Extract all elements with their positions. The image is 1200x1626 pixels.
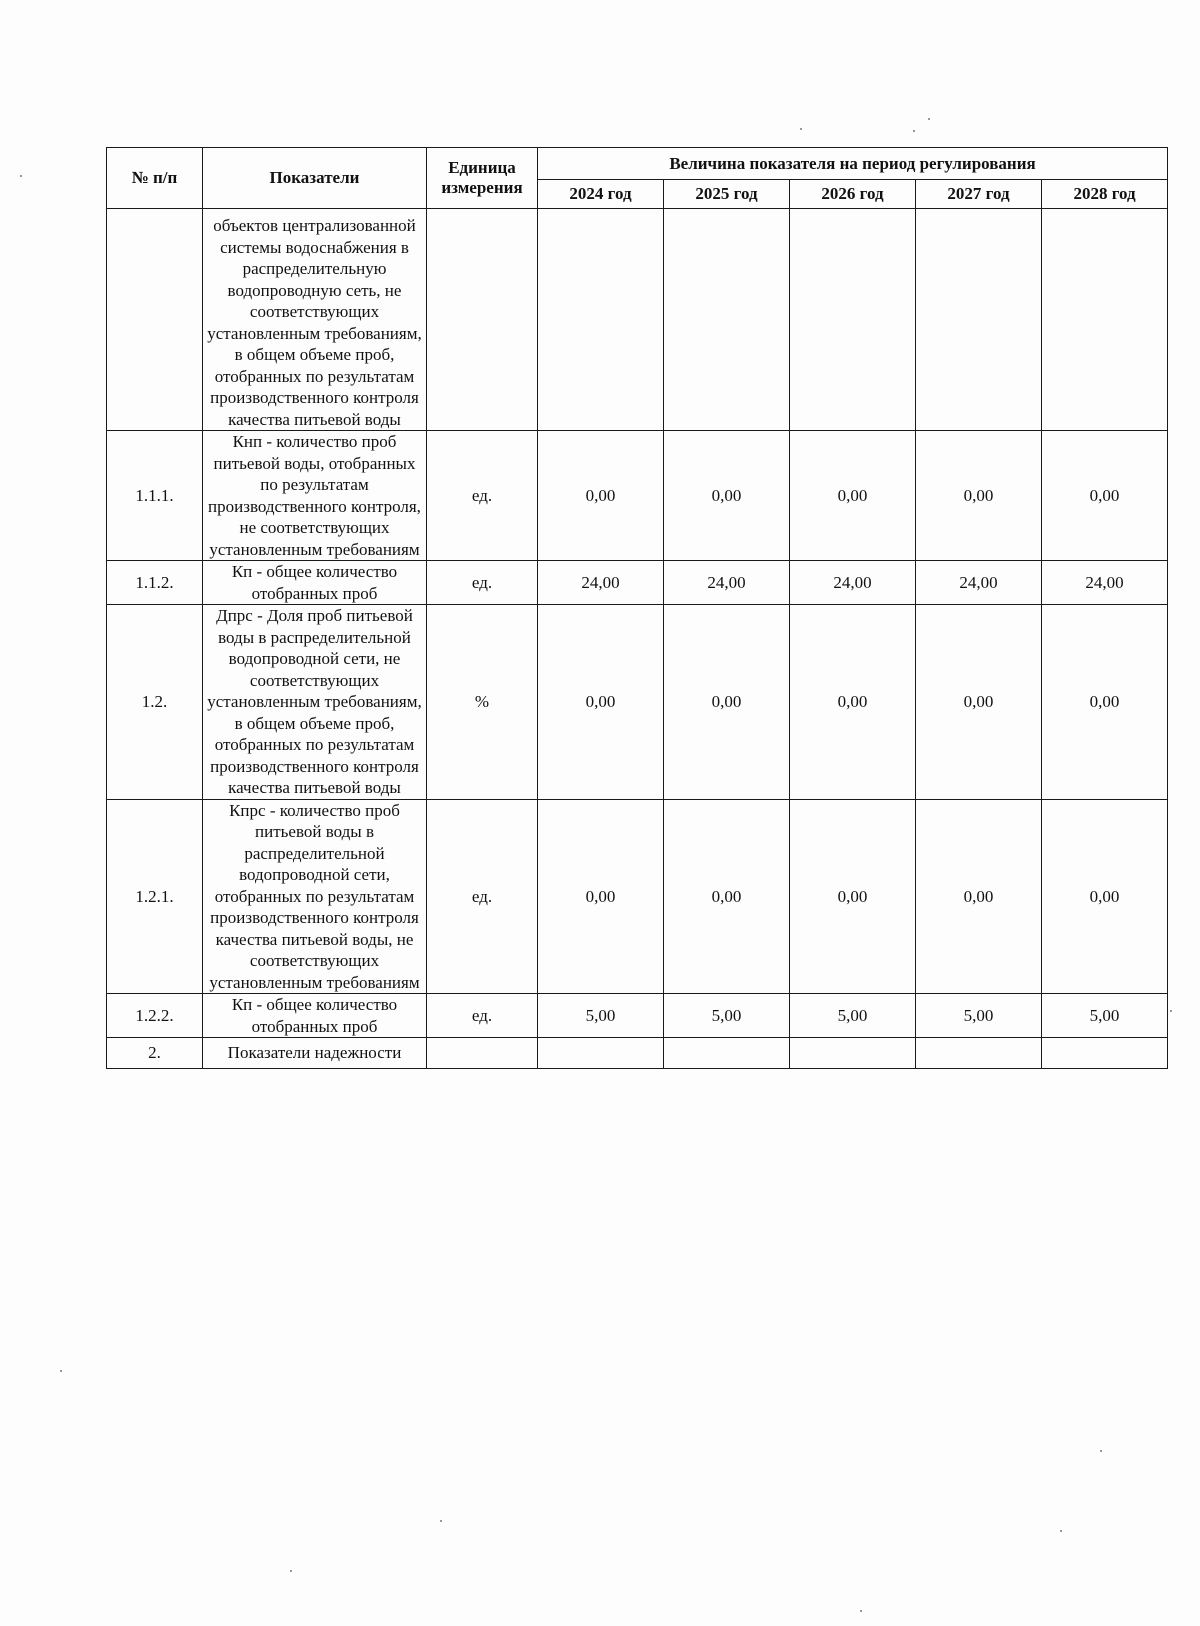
table-row — [107, 431, 1168, 561]
row-number: 1.1.1. — [107, 431, 203, 561]
scan-speck — [290, 1570, 292, 1572]
row-value-2027: 0,00 — [916, 431, 1042, 561]
table-header — [107, 148, 1168, 209]
row-value-2026: 24,00 — [790, 561, 916, 605]
row-unit: ед. — [427, 561, 538, 605]
header-year-2026: 2026 год — [790, 180, 916, 209]
header-indicators: Показатели — [203, 148, 427, 209]
row-value-2025: 24,00 — [664, 561, 790, 605]
row-value-2027 — [916, 1038, 1042, 1069]
row-number: 1.1.2. — [107, 561, 203, 605]
row-number: 2. — [107, 1038, 203, 1069]
header-num: № п/п — [107, 148, 203, 209]
row-indicator: Показатели надежности — [203, 1038, 427, 1069]
row-number — [107, 209, 203, 431]
header-unit: Единица измерения — [427, 148, 538, 209]
row-unit — [427, 209, 538, 431]
header-year-2028: 2028 год — [1042, 180, 1168, 209]
row-value-2024 — [538, 1038, 664, 1069]
row-unit: % — [427, 605, 538, 800]
scan-speck — [1060, 1530, 1062, 1532]
table-row — [107, 1038, 1168, 1069]
table-row — [107, 799, 1168, 994]
indicators-table — [106, 147, 1168, 1069]
row-number: 1.2.2. — [107, 994, 203, 1038]
row-value-2027: 0,00 — [916, 605, 1042, 800]
table-row — [107, 605, 1168, 800]
row-value-2025: 0,00 — [664, 799, 790, 994]
row-value-2028: 5,00 — [1042, 994, 1168, 1038]
row-value-2024 — [538, 209, 664, 431]
header-year-2027: 2027 год — [916, 180, 1042, 209]
header-period: Величина показателя на период регулирования — [538, 148, 1168, 180]
table-row — [107, 994, 1168, 1038]
scan-speck — [1170, 1010, 1172, 1012]
table-row — [107, 209, 1168, 431]
scan-speck — [440, 1520, 442, 1522]
row-unit: ед. — [427, 431, 538, 561]
row-unit: ед. — [427, 994, 538, 1038]
row-value-2026 — [790, 1038, 916, 1069]
row-indicator: Кнп - количество проб питьевой воды, отобранных по результатам производственного контроля, не соответствующих установленным требованиям — [203, 431, 427, 561]
row-value-2024: 24,00 — [538, 561, 664, 605]
scan-speck — [913, 130, 915, 132]
row-value-2025: 0,00 — [664, 431, 790, 561]
row-value-2026: 0,00 — [790, 605, 916, 800]
header-year-2025: 2025 год — [664, 180, 790, 209]
row-indicator: объектов централизованной системы водоснабжения в распределительную водопроводную сеть, не соответствующих установленным требованиям, в общем объеме проб, отобранных по результатам производственного контроля качества питьевой воды — [203, 209, 427, 431]
row-value-2028: 0,00 — [1042, 605, 1168, 800]
row-value-2026: 0,00 — [790, 799, 916, 994]
scan-speck — [20, 175, 22, 177]
row-number: 1.2.1. — [107, 799, 203, 994]
row-value-2026: 5,00 — [790, 994, 916, 1038]
row-indicator: Кп - общее количество отобранных проб — [203, 561, 427, 605]
row-value-2025: 0,00 — [664, 605, 790, 800]
table-row — [107, 561, 1168, 605]
row-value-2027: 0,00 — [916, 799, 1042, 994]
row-number: 1.2. — [107, 605, 203, 800]
scan-speck — [1100, 1450, 1102, 1452]
row-value-2028 — [1042, 1038, 1168, 1069]
scan-speck — [860, 1610, 862, 1612]
row-value-2027: 24,00 — [916, 561, 1042, 605]
row-indicator: Дпрс - Доля проб питьевой воды в распределительной водопроводной сети, не соответствующих установленным требованиям, в общем объеме проб, отобранных по результатам производственного контроля качества питьевой воды — [203, 605, 427, 800]
row-value-2024: 5,00 — [538, 994, 664, 1038]
row-indicator: Кп - общее количество отобранных проб — [203, 994, 427, 1038]
scan-speck — [928, 118, 930, 120]
row-value-2028 — [1042, 209, 1168, 431]
row-unit: ед. — [427, 799, 538, 994]
row-value-2024: 0,00 — [538, 605, 664, 800]
row-value-2026: 0,00 — [790, 431, 916, 561]
table-body — [107, 209, 1168, 1069]
header-year-2024: 2024 год — [538, 180, 664, 209]
row-value-2024: 0,00 — [538, 799, 664, 994]
row-value-2025 — [664, 209, 790, 431]
row-value-2027 — [916, 209, 1042, 431]
row-unit — [427, 1038, 538, 1069]
row-value-2024: 0,00 — [538, 431, 664, 561]
row-indicator: Кпрс - количество проб питьевой воды в распределительной водопроводной сети, отобранных по результатам производственного контроля качества питьевой воды, не соответствующих установленным требованиям — [203, 799, 427, 994]
row-value-2028: 24,00 — [1042, 561, 1168, 605]
row-value-2027: 5,00 — [916, 994, 1042, 1038]
row-value-2025: 5,00 — [664, 994, 790, 1038]
row-value-2028: 0,00 — [1042, 431, 1168, 561]
row-value-2026 — [790, 209, 916, 431]
row-value-2028: 0,00 — [1042, 799, 1168, 994]
row-value-2025 — [664, 1038, 790, 1069]
scan-speck — [60, 1370, 62, 1372]
scan-speck — [800, 128, 802, 130]
